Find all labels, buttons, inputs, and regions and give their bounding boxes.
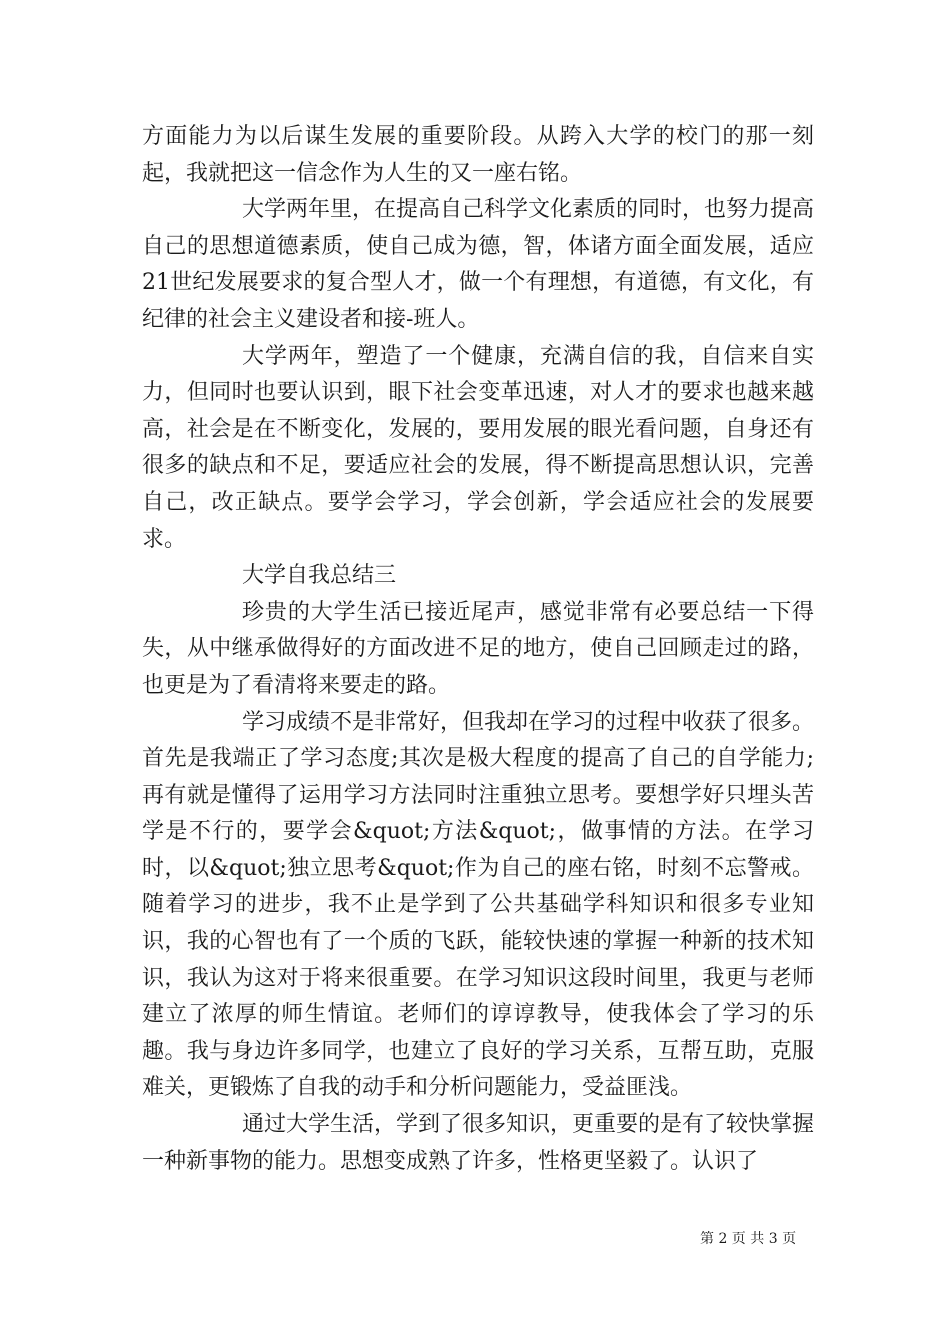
page-number: 第 2 页 共 3 页 — [700, 1231, 797, 1247]
paragraph-6: 通过大学生活，学到了很多知识，更重要的是有了较快掌握一种新事物的能力。思想变成熟了许多，性格更坚毅了。认识了 — [142, 1112, 815, 1174]
paragraph-5: 学习成绩不是非常好，但我却在学习的过程中收获了很多。首先是我端正了学习态度;其次是极大程度的提高了自己的自学能力;再有就是懂得了运用学习方法同时注重独立思考。要想学好只埋头苦学是不行的，要学会&quot;方法&quot;，做事情的方法。在学习时，以&quot;独立思考&quot;作为自己的座右铭，时刻不忘警戒。随着学习的进步，我不止是学到了公共基础学科知识和很多专业知识，我的心智也有了一个质的飞跃，能较快速的掌握一种新的技术知识，我认为这对于将来很重要。在学习知识这段时间里，我更与老师建立了浓厚的师生情谊。老师们的谆谆教导，使我体会了学习的乐趣。我与身边许多同学，也建立了良好的学习关系，互帮互助，克服难关，更锻炼了自我的动手和分析问题能力，受益匪浅。 — [142, 709, 815, 1101]
document-body — [142, 119, 814, 1180]
paragraph-4: 珍贵的大学生活已接近尾声，感觉非常有必要总结一下得失，从中继承做得好的方面改进不足的地方，使自己回顾走过的路，也更是为了看清将来要走的路。 — [142, 599, 814, 698]
paragraph-2: 大学两年里，在提高自己科学文化素质的同时，也努力提高自己的思想道德素质，使自己成为德，智，体诸方面全面发展，适应21世纪发展要求的复合型人才，做一个有理想，有道德，有文化，有纪律的社会主义建设者和接-班人。 — [142, 197, 815, 332]
paragraph-3: 大学两年，塑造了一个健康，充满自信的我，自信来自实力，但同时也要认识到，眼下社会变革迅速，对人才的要求也越来越高，社会是在不断变化，发展的，要用发展的眼光看问题，自身还有很多的缺点和不足，要适应社会的发展，得不断提高思想认识，完善自己，改正缺点。要学会学习，学会创新，学会适应社会的发展要求。 — [142, 343, 814, 552]
section-heading: 大学自我总结三 — [242, 563, 397, 589]
paragraph-1: 方面能力为以后谋生发展的重要阶段。从跨入大学的校门的那一刻起，我就把这一信念作为人生的又一座右铭。 — [142, 124, 814, 186]
